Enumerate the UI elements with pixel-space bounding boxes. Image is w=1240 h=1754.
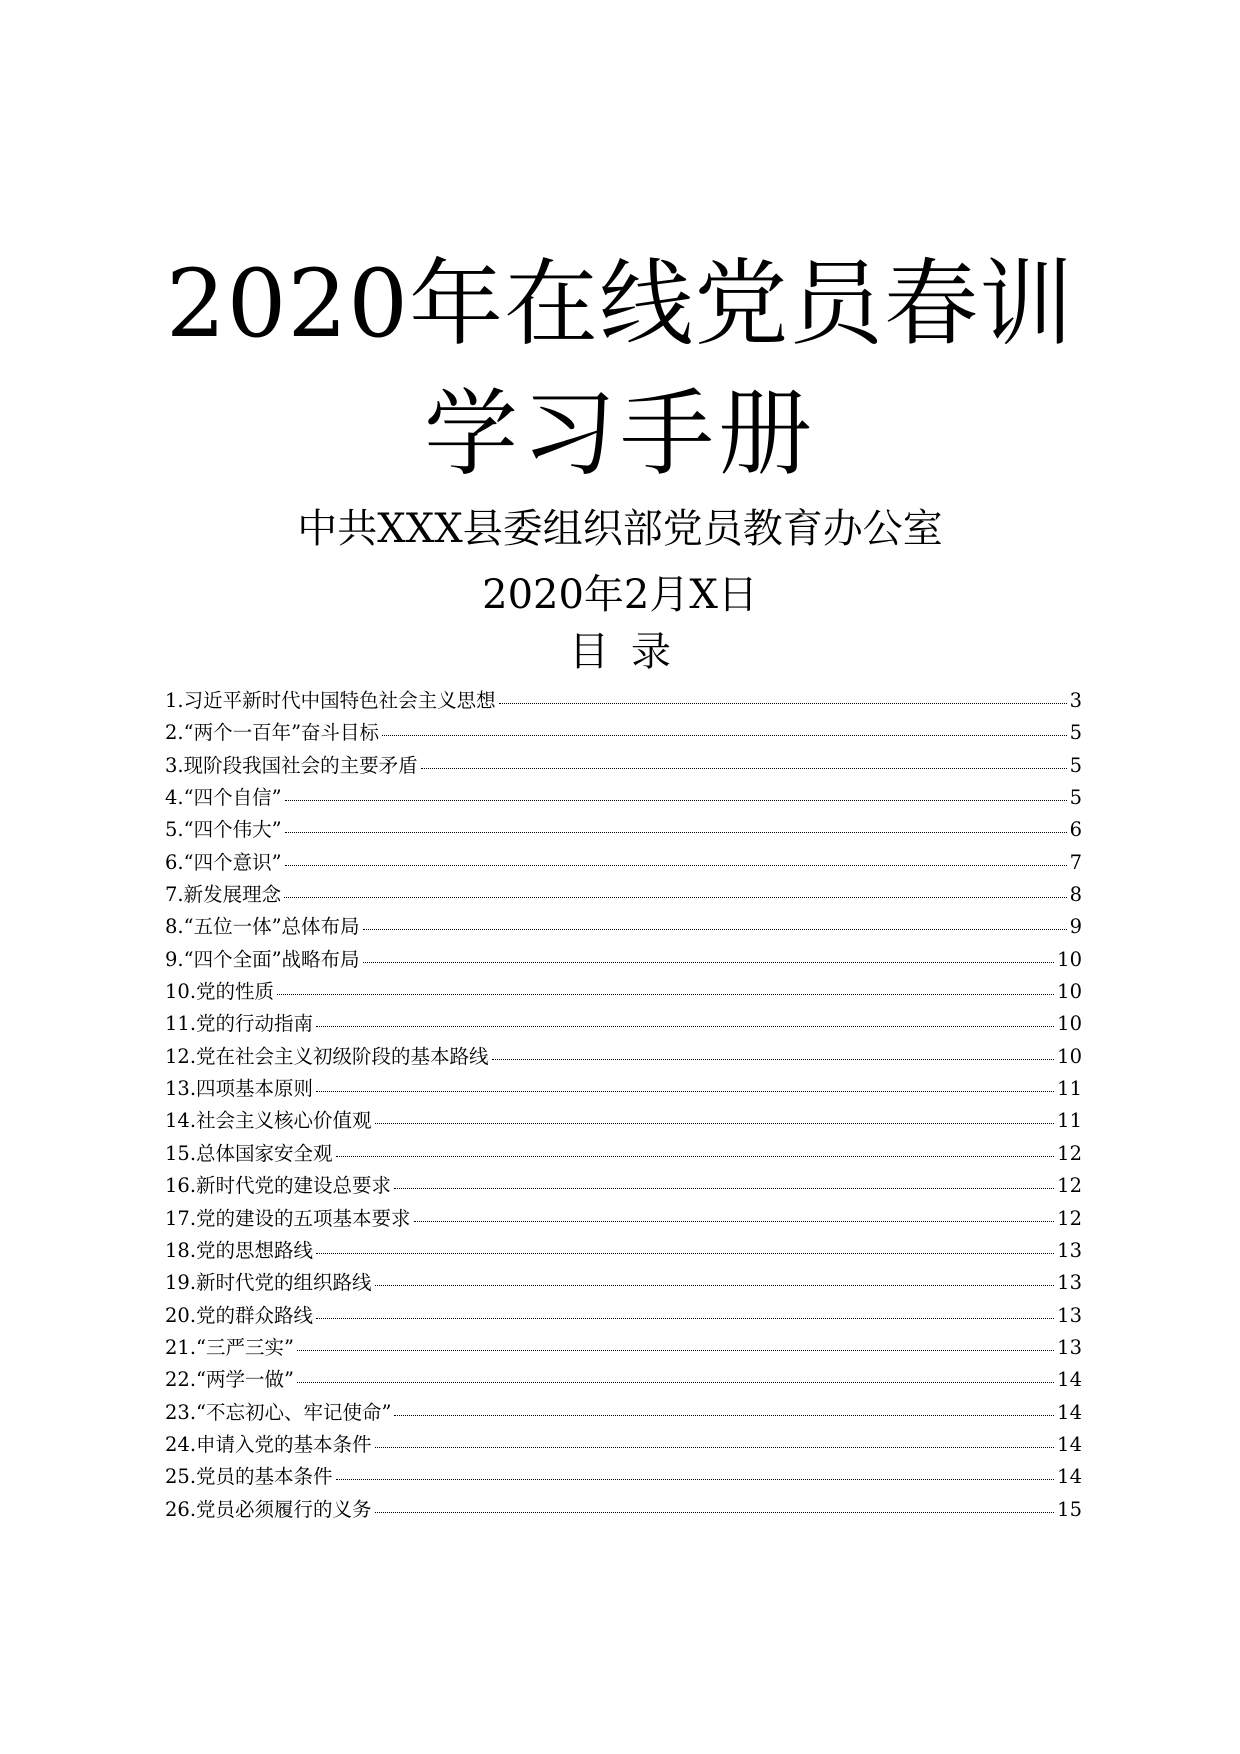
- toc-entry-page-number: 12: [1057, 1206, 1082, 1230]
- toc-entry[interactable]: [165, 1170, 1082, 1202]
- toc-entry-page-number: 8: [1069, 883, 1082, 907]
- toc-entry-label: 14.社会主义核心价值观: [165, 1109, 372, 1133]
- toc-entry[interactable]: [165, 1203, 1082, 1235]
- toc-dot-leader: [284, 897, 1066, 898]
- toc-dot-leader: [285, 865, 1067, 866]
- toc-heading: 目录: [569, 629, 693, 675]
- toc-entry-page-number: 10: [1057, 980, 1082, 1004]
- toc-entry-label: 1.习近平新时代中国特色社会主义思想: [165, 689, 496, 712]
- toc-entry-page-number: 13: [1057, 1271, 1082, 1295]
- toc-dot-leader: [394, 1188, 1054, 1189]
- toc-entry-page-number: 13: [1057, 1238, 1082, 1262]
- toc-entry-page-number: 9: [1069, 915, 1082, 939]
- toc-dot-leader: [414, 1221, 1055, 1222]
- toc-entry-page-number: 6: [1069, 818, 1082, 842]
- toc-entry-page-number: 10: [1057, 1012, 1082, 1036]
- toc-entry-page-number: 11: [1057, 1077, 1082, 1101]
- toc-dot-leader: [336, 1479, 1055, 1480]
- toc-dot-leader: [375, 1285, 1055, 1286]
- toc-dot-leader: [499, 703, 1067, 704]
- toc-entry[interactable]: [165, 1494, 1082, 1526]
- toc-entry[interactable]: [165, 750, 1082, 782]
- toc-entry-label: 21.“三严三实”: [165, 1335, 294, 1359]
- toc-entry[interactable]: [165, 1429, 1082, 1461]
- toc-dot-leader: [394, 1415, 1054, 1416]
- document-title-line-2: 学习手册: [423, 380, 816, 489]
- toc-dot-leader: [297, 1382, 1054, 1383]
- toc-dot-leader: [297, 1350, 1054, 1351]
- toc-entry-label: 26.党员必须履行的义务: [165, 1497, 372, 1521]
- toc-dot-leader: [382, 735, 1067, 736]
- toc-entry-label: 15.总体国家安全观: [165, 1141, 333, 1165]
- toc-entry-label: 24.申请入党的基本条件: [165, 1432, 372, 1456]
- toc-entry-page-number: 14: [1057, 1368, 1082, 1392]
- toc-entry-label: 18.党的思想路线: [165, 1238, 314, 1262]
- toc-entry-label: 3.现阶段我国社会的主要矛盾: [165, 753, 418, 777]
- toc-entry[interactable]: [165, 1267, 1082, 1299]
- toc-entry-page-number: 12: [1057, 1174, 1082, 1198]
- toc-entry-label: 12.党在社会主义初级阶段的基本路线: [165, 1044, 489, 1068]
- toc-entry[interactable]: [165, 1461, 1082, 1493]
- toc-entry-page-number: 14: [1057, 1465, 1082, 1489]
- document-title-line-1: 2020年在线党员春训: [165, 250, 1075, 359]
- toc-dot-leader: [363, 929, 1067, 930]
- toc-entry[interactable]: [165, 685, 1082, 717]
- toc-entry-label: 17.党的建设的五项基本要求: [165, 1206, 411, 1230]
- toc-entry-label: 25.党员的基本条件: [165, 1465, 333, 1489]
- toc-dot-leader: [421, 768, 1067, 769]
- toc-entry[interactable]: [165, 782, 1082, 814]
- toc-entry[interactable]: [165, 717, 1082, 749]
- toc-entry-label: 5.“四个伟大”: [165, 818, 282, 842]
- toc-entry-page-number: 5: [1069, 753, 1082, 777]
- toc-entry-label: 4.“四个自信”: [165, 786, 282, 810]
- toc-entry[interactable]: [165, 847, 1082, 879]
- toc-entry-page-number: 5: [1069, 786, 1082, 810]
- toc-entry-label: 6.“四个意识”: [165, 850, 282, 874]
- toc-entry[interactable]: [165, 1073, 1082, 1105]
- toc-entry-label: 11.党的行动指南: [165, 1012, 314, 1036]
- toc-entry[interactable]: [165, 1235, 1082, 1267]
- table-of-contents: [165, 685, 1082, 1526]
- toc-entry[interactable]: [165, 1041, 1082, 1073]
- toc-entry-label: 7.新发展理念: [165, 883, 282, 907]
- toc-entry-label: 16.新时代党的建设总要求: [165, 1174, 392, 1198]
- toc-entry-label: 19.新时代党的组织路线: [165, 1271, 372, 1295]
- toc-entry[interactable]: [165, 976, 1082, 1008]
- toc-dot-leader: [316, 1026, 1054, 1027]
- toc-entry-page-number: 15: [1057, 1497, 1082, 1521]
- toc-entry[interactable]: [165, 911, 1082, 943]
- toc-dot-leader: [285, 832, 1067, 833]
- toc-entry-page-number: 5: [1069, 721, 1082, 745]
- toc-dot-leader: [363, 962, 1055, 963]
- toc-entry-page-number: 11: [1057, 1109, 1082, 1133]
- toc-dot-leader: [375, 1123, 1055, 1124]
- toc-dot-leader: [285, 800, 1067, 801]
- toc-entry[interactable]: [165, 1008, 1082, 1040]
- toc-entry[interactable]: [165, 944, 1082, 976]
- toc-entry-label: 22.“两学一做”: [165, 1368, 294, 1392]
- toc-dot-leader: [375, 1512, 1055, 1513]
- toc-entry[interactable]: [165, 1332, 1082, 1364]
- toc-entry[interactable]: [165, 1397, 1082, 1429]
- toc-dot-leader: [316, 1253, 1054, 1254]
- toc-dot-leader: [316, 1318, 1054, 1319]
- toc-entry-page-number: 14: [1057, 1400, 1082, 1424]
- toc-entry-page-number: 12: [1057, 1141, 1082, 1165]
- toc-entry-label: 9.“四个全面”战略布局: [165, 947, 360, 971]
- toc-entry-label: 8.“五位一体”总体布局: [165, 915, 360, 939]
- toc-dot-leader: [336, 1156, 1055, 1157]
- issuer-name: 中共XXX县委组织部党员教育办公室: [297, 506, 943, 552]
- toc-entry[interactable]: [165, 1138, 1082, 1170]
- toc-entry[interactable]: [165, 814, 1082, 846]
- toc-entry[interactable]: [165, 1364, 1082, 1396]
- toc-entry-page-number: 10: [1057, 1044, 1082, 1068]
- toc-dot-leader: [277, 994, 1054, 995]
- toc-entry-page-number: 13: [1057, 1335, 1082, 1359]
- toc-entry-page-number: 7: [1069, 850, 1082, 874]
- toc-entry-page-number: 14: [1057, 1432, 1082, 1456]
- toc-entry-label: 20.党的群众路线: [165, 1303, 314, 1327]
- toc-entry[interactable]: [165, 1105, 1082, 1137]
- toc-dot-leader: [316, 1091, 1054, 1092]
- toc-entry-label: 10.党的性质: [165, 980, 275, 1004]
- toc-entry-page-number: 13: [1057, 1303, 1082, 1327]
- toc-dot-leader: [492, 1059, 1055, 1060]
- toc-entry[interactable]: [165, 879, 1082, 911]
- toc-entry-label: 13.四项基本原则: [165, 1077, 314, 1101]
- document-date: 2020年2月X日: [482, 572, 758, 618]
- toc-entry-page-number: 3: [1069, 689, 1082, 712]
- toc-dot-leader: [375, 1447, 1055, 1448]
- toc-entry-label: 2.“两个一百年”奋斗目标: [165, 721, 380, 745]
- toc-entry-label: 23.“不忘初心、牢记使命”: [165, 1400, 392, 1424]
- toc-entry[interactable]: [165, 1300, 1082, 1332]
- toc-entry-page-number: 10: [1057, 947, 1082, 971]
